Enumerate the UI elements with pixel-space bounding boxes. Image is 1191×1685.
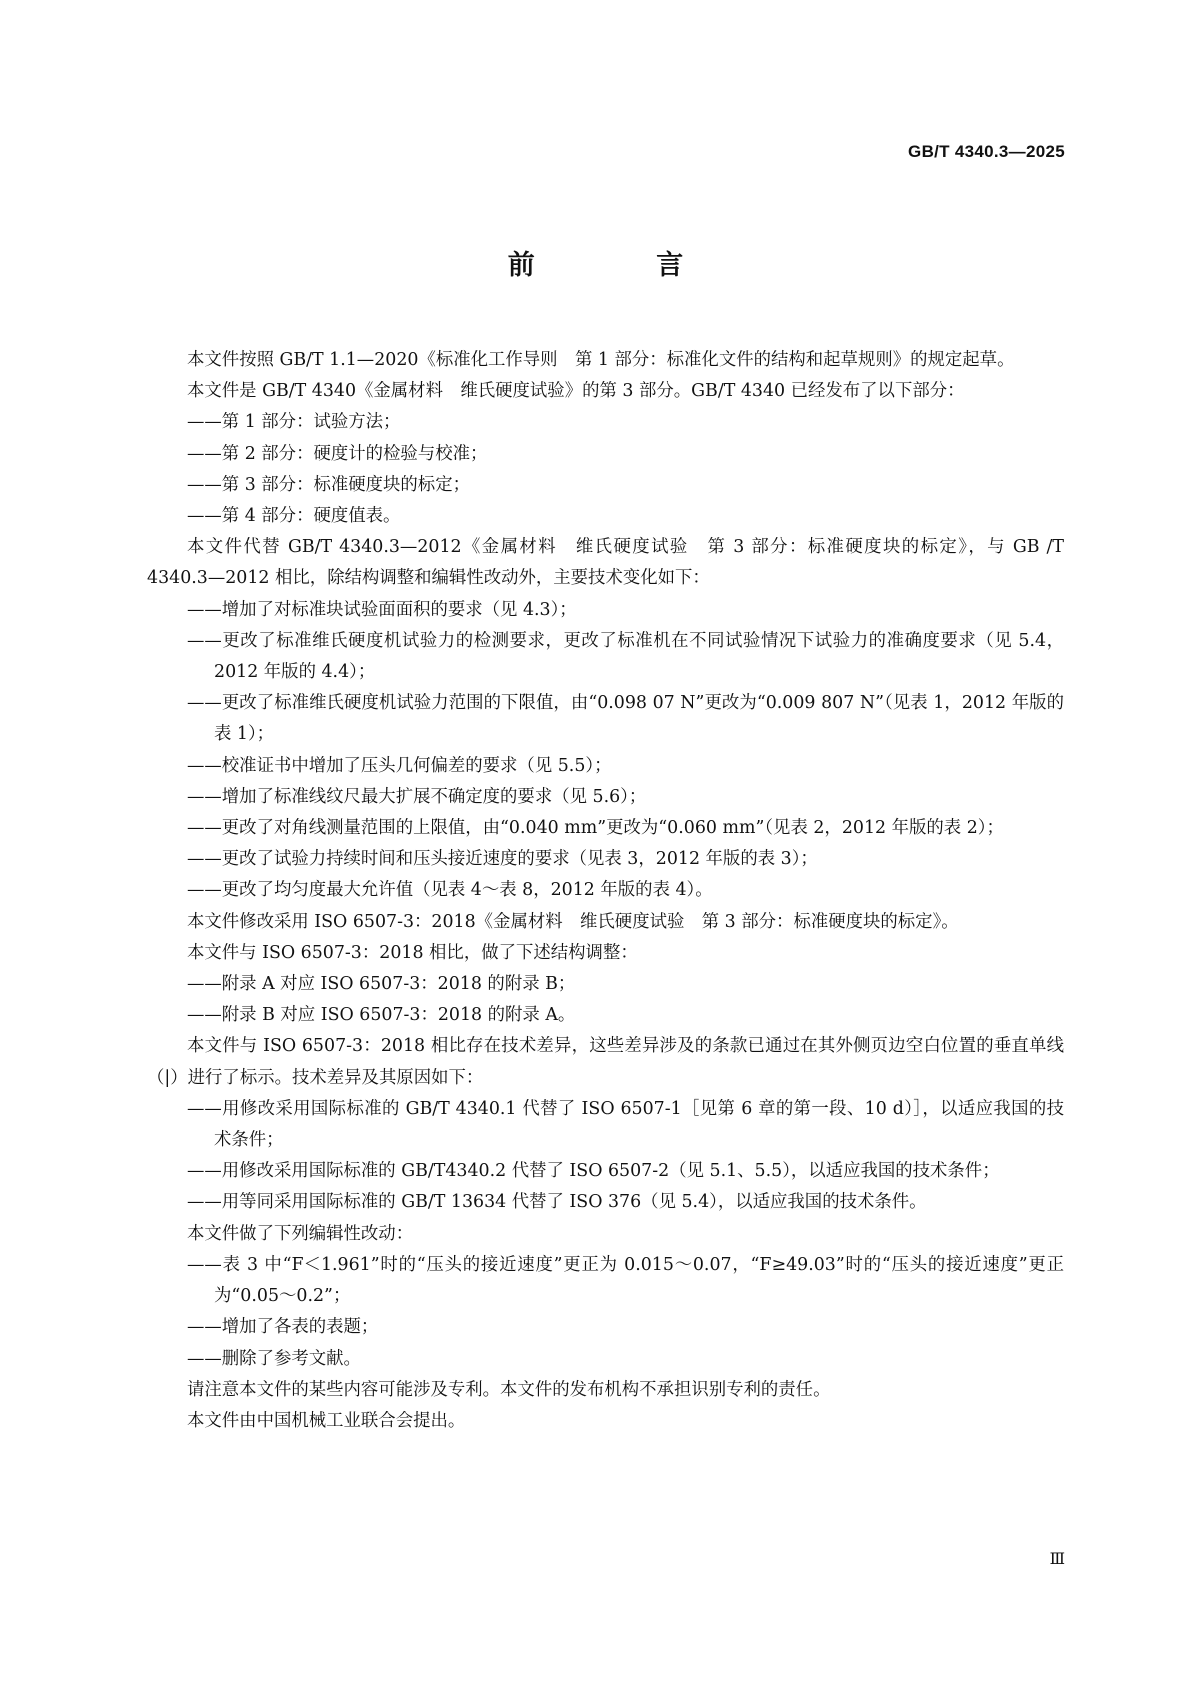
list-item: ——校准证书中增加了压头几何偏差的要求（见 5.5）； (187, 755, 612, 776)
list-item: ——更改了标准维氏硬度机试验力的检测要求，更改了标准机在不同试验情况下试验力的准确度要求（见 5.4，2012 年版的 4.4）； (187, 630, 1064, 683)
document-code: GB/T 4340.3—2025 (908, 142, 1065, 161)
list-item: ——增加了对标准块试验面面积的要求（见 4.3）； (187, 599, 577, 620)
list-item: ——更改了均匀度最大允许值（见表 4～表 8，2012 年版的表 4）。 (187, 880, 713, 901)
list-item: ——增加了各表的表题； (187, 1317, 379, 1338)
list-item: ——更改了试验力持续时间和压头接近速度的要求（见表 3，2012 年版的表 3）； (187, 849, 818, 870)
list-item: ——用修改采用国际标准的 GB/T 4340.1 代替了 ISO 6507-1［见第 6 章的第一段、10 d）］，以适应我国的技术条件； (187, 1098, 1064, 1151)
paragraph: 本文件按照 GB/T 1.1—2020《标准化工作导则 第 1 部分：标准化文件的结构和起草规则》的规定起草。 (187, 350, 1015, 370)
list-item: ——附录 B 对应 ISO 6507-3：2018 的附录 A。 (187, 1005, 576, 1026)
page-number: Ⅲ (1049, 1549, 1065, 1568)
list-item: ——用修改采用国际标准的 GB/T4340.2 代替了 ISO 6507-2（见 5.1、5.5），以适应我国的技术条件； (187, 1161, 1000, 1182)
paragraph: 本文件与 ISO 6507-3：2018 相比存在技术差异，这些差异涉及的条款已通过在其外侧页边空白位置的垂直单线（|）进行了标示。技术差异及其原因如下： (147, 1036, 1064, 1088)
list-item: ——第 4 部分：硬度值表。 (187, 506, 401, 527)
page-title: 前 言 (507, 250, 740, 281)
paragraph: 本文件做了下列编辑性改动： (187, 1223, 414, 1244)
document-body (147, 345, 1064, 1437)
paragraph: 本文件由中国机械工业联合会提出。 (187, 1410, 466, 1431)
list-item: ——第 3 部分：标准硬度块的标定； (187, 474, 470, 495)
paragraph: 本文件代替 GB/T 4340.3—2012《金属材料 维氏硬度试验 第 3 部分：标准硬度块的标定》，与 GB /T 4340.3—2012 相比，除结构调整和编辑性改动外，主要技术变化如下： (147, 537, 1064, 589)
list-item: ——删除了参考文献。 (187, 1348, 361, 1369)
list-item: ——表 3 中“F＜1.961”时的“压头的接近速度”更正为 0.015～0.07，“F≥49.03”时的“压头的接近速度”更正为“0.05～0.2”； (187, 1254, 1064, 1307)
paragraph: 请注意本文件的某些内容可能涉及专利。本文件的发布机构不承担识别专利的责任。 (187, 1379, 831, 1400)
list-item: ——用等同采用国际标准的 GB/T 13634 代替了 ISO 376（见 5.4），以适应我国的技术条件。 (187, 1192, 927, 1213)
list-item: ——第 1 部分：试验方法； (187, 412, 401, 433)
list-item: ——附录 A 对应 ISO 6507-3：2018 的附录 B； (187, 974, 576, 995)
list-item: ——更改了标准维氏硬度机试验力范围的下限值，由“0.098 07 N”更改为“0.009 807 N”（见表 1，2012 年版的表 1）； (187, 693, 1064, 745)
paragraph: 本文件与 ISO 6507-3：2018 相比，做了下述结构调整： (187, 942, 638, 963)
list-item: ——更改了对角线测量范围的上限值，由“0.040 mm”更改为“0.060 mm”（见表 2，2012 年版的表 2）； (187, 818, 1004, 839)
paragraph: 本文件是 GB/T 4340《金属材料 维氏硬度试验》的第 3 部分。GB/T 4340 已经发布了以下部分： (187, 381, 965, 402)
list-item: ——第 2 部分：硬度计的检验与校准； (187, 443, 488, 464)
list-item: ——增加了标准线纹尺最大扩展不确定度的要求（见 5.6）； (187, 786, 647, 807)
paragraph: 本文件修改采用 ISO 6507-3：2018《金属材料 维氏硬度试验 第 3 部分：标准硬度块的标定》。 (187, 911, 959, 932)
